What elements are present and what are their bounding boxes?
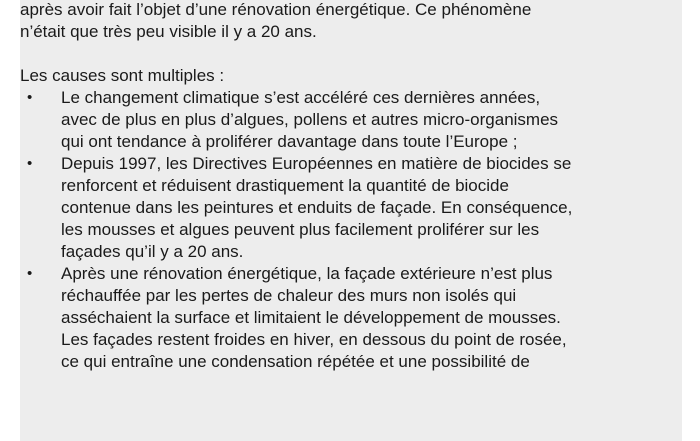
intro-line: n’était que très peu visible il y a 20 ans. — [20, 22, 317, 41]
bullet-line: qui ont tendance à proliférer davantage dans toute l’Europe ; — [61, 132, 518, 151]
bullet-line: asséchaient la surface et limitaient le développement de mousses. — [61, 308, 561, 327]
bullet-line: réchauffée par les pertes de chaleur des murs non isolés qui — [61, 286, 517, 305]
text-panel — [20, 0, 682, 441]
bullet-line: ce qui entraîne une condensation répétée et une possibilité de — [61, 352, 530, 371]
causes-heading: Les causes sont multiples : — [20, 66, 225, 85]
bullet-marker: • — [27, 155, 33, 172]
bullet-marker: • — [27, 89, 33, 106]
bullet-line: Depuis 1997, les Directives Européennes en matière de biocides se — [61, 154, 572, 173]
bullet-marker: • — [27, 265, 33, 282]
bullet-line: avec de plus en plus d’algues, pollens et autres micro-organismes — [61, 110, 559, 129]
bullet-line: Après une rénovation énergétique, la façade extérieure n’est plus — [61, 264, 553, 283]
bullet-line: Les façades restent froides en hiver, en dessous du point de rosée, — [61, 330, 567, 349]
bullet-line: renforcent et réduisent drastiquement la quantité de biocide — [61, 176, 509, 195]
bullet-line: façades qu’il y a 20 ans. — [61, 242, 244, 261]
intro-line: après avoir fait l’objet d’une rénovation énergétique. Ce phénomène — [20, 0, 532, 19]
bullet-line: contenue dans les peintures et enduits de façade. En conséquence, — [61, 198, 573, 217]
bullet-line: les mousses et algues peuvent plus facilement proliférer sur les — [61, 220, 540, 239]
bullet-line: Le changement climatique s’est accéléré ces dernières années, — [61, 88, 541, 107]
